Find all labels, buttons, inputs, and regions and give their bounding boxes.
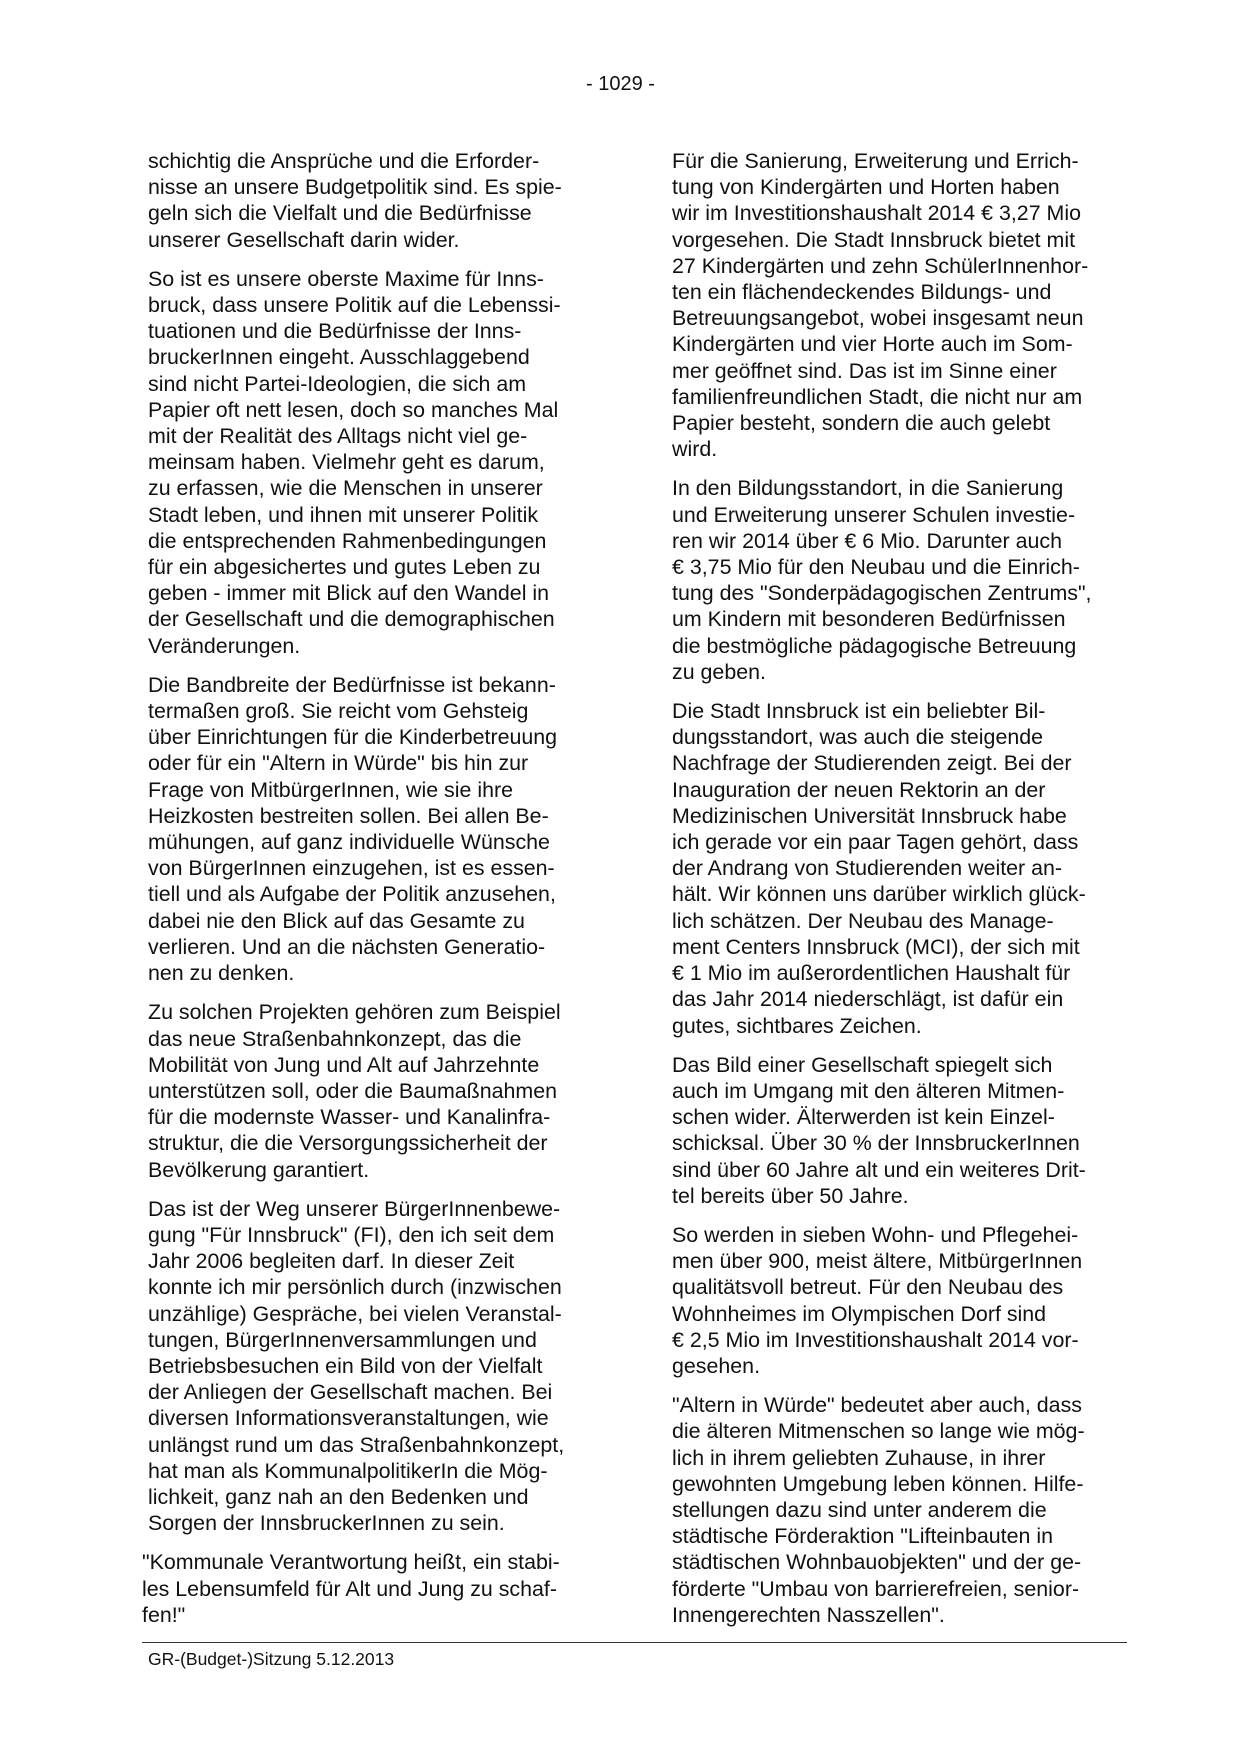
text-line: € 1 Mio im außerordentlichen Haushalt für — [672, 961, 1071, 986]
footer-session-label: GR-(Budget-)Sitzung 5.12.2013 — [148, 1649, 395, 1669]
text-line: sind über 60 Jahre alt und ein weiteres Drit- — [672, 1157, 1086, 1182]
text-line: Heizkosten bestreiten sollen. Bei allen Be- — [148, 803, 549, 828]
text-line: förderte "Umbau von barrierefreien, senior- — [672, 1576, 1080, 1601]
text-line: stellungen dazu sind unter anderem die — [672, 1497, 1047, 1522]
text-line: familienfreundlichen Stadt, die nicht nur am — [672, 384, 1083, 409]
text-line: für ein abgesichertes und gutes Leben zu — [148, 555, 541, 580]
text-line: das Jahr 2014 niederschlägt, ist dafür ein — [672, 987, 1064, 1012]
text-line: dungsstandort, was auch die steigende — [672, 725, 1044, 750]
text-line: struktur, die die Versorgungssicherheit der — [148, 1131, 548, 1156]
text-line: gewohnten Umgebung leben können. Hilfe- — [672, 1471, 1084, 1496]
text-line: schen wider. Älterwerden ist kein Einzel- — [672, 1105, 1055, 1130]
text-line: unserer Gesellschaft darin wider. — [148, 227, 460, 252]
paragraph — [148, 672, 603, 986]
text-line: tung des "Sonderpädagogischen Zentrums", — [672, 581, 1092, 606]
text-line: konnte ich mir persönlich durch (inzwischen — [148, 1275, 562, 1300]
paragraph — [148, 148, 603, 253]
text-line: Jahr 2006 begleiten darf. In dieser Zeit — [148, 1249, 515, 1274]
right-column — [672, 148, 1127, 1641]
paragraph — [672, 1052, 1127, 1209]
text-line: meinsam haben. Vielmehr geht es darum, — [148, 450, 545, 475]
paragraph — [672, 1392, 1127, 1628]
paragraph — [148, 266, 603, 659]
text-line: In den Bildungsstandort, in die Sanierung — [672, 476, 1064, 501]
text-line: unterstützen soll, oder die Baumaßnahmen — [148, 1078, 558, 1103]
text-line: über Einrichtungen für die Kinderbetreuung — [148, 725, 558, 750]
text-line: Für die Sanierung, Erweiterung und Errich- — [672, 149, 1079, 173]
text-line: Zu solchen Projekten gehören zum Beispiel — [148, 1000, 561, 1025]
text-line: der Andrang von Studierenden weiter an- — [672, 856, 1063, 881]
quote-paragraph — [142, 1549, 603, 1628]
text-line: um Kindern mit besonderen Bedürfnissen — [672, 607, 1066, 632]
text-line: zu geben. — [672, 659, 766, 684]
text-line: tiell und als Aufgabe der Politik anzusehen, — [148, 882, 556, 907]
text-line: Bevölkerung garantiert. — [148, 1157, 370, 1182]
text-line: ich gerade vor ein paar Tagen gehört, dass — [672, 830, 1079, 855]
text-line: das neue Straßenbahnkonzept, das die — [148, 1026, 522, 1051]
text-line: der Gesellschaft und die demographischen — [148, 607, 555, 632]
text-line: gung "Für Innsbruck" (FI), den ich seit dem — [148, 1222, 555, 1247]
text-line: Kindergärten und vier Horte auch im Som- — [672, 332, 1073, 357]
text-line: Das Bild einer Gesellschaft spiegelt sich — [672, 1052, 1053, 1077]
text-line: lich schätzen. Der Neubau des Manage- — [672, 908, 1054, 933]
text-line: Inauguration der neuen Rektorin an der — [672, 777, 1046, 802]
text-line: tuationen und die Bedürfnisse der Inns- — [148, 319, 522, 344]
text-line: So werden in sieben Wohn- und Pflegehei- — [672, 1222, 1079, 1247]
text-line: € 2,5 Mio im Investitionshaushalt 2014 vor- — [672, 1327, 1079, 1352]
text-line: nisse an unsere Budgetpolitik sind. Es spie- — [148, 175, 562, 200]
text-line: Stadt leben, und ihnen mit unserer Politik — [148, 502, 539, 527]
text-line: tungen, BürgerInnenversammlungen und — [148, 1327, 537, 1352]
footer-divider — [142, 1642, 1127, 1643]
text-line: So ist es unsere oberste Maxime für Inns- — [148, 266, 544, 291]
text-line: Medizinischen Universität Innsbruck habe — [672, 803, 1067, 828]
text-line: städtischen Wohnbauobjekten" und der ge- — [672, 1550, 1082, 1575]
text-line: Papier besteht, sondern die auch gelebt — [672, 411, 1051, 436]
text-line: Betriebsbesuchen ein Bild von der Vielfalt — [148, 1353, 543, 1378]
text-line: und Erweiterung unserer Schulen investie- — [672, 502, 1076, 527]
text-line: fen!" — [142, 1602, 186, 1627]
page-number: - 1029 - — [586, 73, 655, 95]
text-line: auch im Umgang mit den älteren Mitmen- — [672, 1078, 1065, 1103]
text-line: schicksal. Über 30 % der InnsbruckerInnen — [672, 1131, 1080, 1156]
text-line: gesehen. — [672, 1353, 761, 1378]
text-line: für die modernste Wasser- und Kanalinfra- — [148, 1105, 551, 1130]
paragraph — [672, 1222, 1127, 1379]
text-line: "Altern in Würde" bedeutet aber auch, dass — [672, 1393, 1082, 1418]
text-line: vorgesehen. Die Stadt Innsbruck bietet mit — [672, 227, 1076, 252]
text-line: ren wir 2014 über € 6 Mio. Darunter auch — [672, 528, 1062, 553]
text-line: Die Bandbreite der Bedürfnisse ist bekann- — [148, 672, 556, 697]
paragraph — [148, 999, 603, 1182]
text-line: mit der Realität des Alltags nicht viel ge- — [148, 424, 528, 449]
paragraph — [672, 698, 1127, 1039]
text-line: oder für ein "Altern in Würde" bis hin zur — [148, 751, 529, 776]
text-line: € 3,75 Mio für den Neubau und die Einrich- — [672, 555, 1080, 580]
text-line: die entsprechenden Rahmenbedingungen — [148, 528, 547, 553]
text-line: städtische Förderaktion "Lifteinbauten in — [672, 1524, 1053, 1549]
text-line: hält. Wir können uns darüber wirklich glück- — [672, 882, 1086, 907]
text-line: Frage von MitbürgerInnen, wie sie ihre — [148, 777, 514, 802]
text-line: Nachfrage der Studierenden zeigt. Bei der — [672, 751, 1072, 776]
text-line: Sorgen der InnsbruckerInnen zu sein. — [148, 1511, 505, 1536]
text-line: hat man als KommunalpolitikerIn die Mög- — [148, 1458, 548, 1483]
text-line: gutes, sichtbares Zeichen. — [672, 1013, 922, 1038]
paragraph — [148, 1196, 603, 1537]
text-line: lichkeit, ganz nah an den Bedenken und — [148, 1484, 529, 1509]
text-line: schichtig die Ansprüche und die Erforder- — [148, 149, 540, 173]
text-line: bruck, dass unsere Politik auf die Lebenssi- — [148, 293, 561, 318]
text-line: nen zu denken. — [148, 961, 295, 986]
text-line: mühungen, auf ganz individuelle Wünsche — [148, 830, 550, 855]
text-line: Die Stadt Innsbruck ist ein beliebter Bil- — [672, 699, 1046, 724]
text-line: die bestmögliche pädagogische Betreuung — [672, 633, 1077, 658]
text-line: ment Centers Innsbruck (MCI), der sich mit — [672, 934, 1080, 959]
text-line: unzählige) Gespräche, bei vielen Veranstal- — [148, 1301, 562, 1326]
text-line: der Anliegen der Gesellschaft machen. Bei — [148, 1380, 553, 1405]
text-line: Mobilität von Jung und Alt auf Jahrzehnte — [148, 1052, 540, 1077]
text-line: diversen Informationsveranstaltungen, wie — [148, 1406, 549, 1431]
text-line: Papier oft nett lesen, doch so manches Mal — [148, 397, 559, 422]
text-line: verlieren. Und an die nächsten Generatio- — [148, 934, 546, 959]
text-line: bruckerInnen eingeht. Ausschlaggebend — [148, 345, 530, 370]
text-line: wird. — [672, 437, 718, 462]
text-line: Innengerechten Nasszellen". — [672, 1602, 945, 1627]
text-line: Wohnheimes im Olympischen Dorf sind — [672, 1301, 1047, 1326]
text-line: dabei nie den Blick auf das Gesamte zu — [148, 908, 525, 933]
text-line: wir im Investitionshaushalt 2014 € 3,27 Mio — [672, 201, 1082, 226]
text-line: lich in ihrem geliebten Zuhause, in ihrer — [672, 1445, 1046, 1470]
text-line: men über 900, meist ältere, MitbürgerInnen — [672, 1249, 1083, 1274]
text-line: zu erfassen, wie die Menschen in unserer — [148, 476, 543, 501]
text-line: die älteren Mitmenschen so lange wie mög- — [672, 1419, 1085, 1444]
text-line: "Kommunale Verantwortung heißt, ein stabi- — [142, 1550, 560, 1575]
text-line: 27 Kindergärten und zehn SchülerInnenhor- — [672, 253, 1089, 278]
text-line: von BürgerInnen einzugehen, ist es essen- — [148, 856, 555, 881]
text-line: termaßen groß. Sie reicht vom Gehsteig — [148, 699, 529, 724]
text-line: les Lebensumfeld für Alt und Jung zu schaf- — [142, 1576, 557, 1601]
text-line: unlängst rund um das Straßenbahnkonzept, — [148, 1432, 565, 1457]
text-line: sind nicht Partei-Ideologien, die sich am — [148, 371, 527, 396]
text-line: geben - immer mit Blick auf den Wandel in — [148, 581, 550, 606]
left-column — [142, 148, 603, 1641]
text-line: tung von Kindergärten und Horten haben — [672, 175, 1060, 200]
text-line: Veränderungen. — [148, 633, 301, 658]
text-line: mer geöffnet sind. Das ist im Sinne einer — [672, 358, 1057, 383]
paragraph — [672, 148, 1127, 462]
paragraph — [672, 475, 1127, 685]
text-line: Das ist der Weg unserer BürgerInnenbewe- — [148, 1196, 561, 1221]
text-line: geln sich die Vielfalt und die Bedürfnisse — [148, 201, 532, 226]
text-line: tel bereits über 50 Jahre. — [672, 1183, 909, 1208]
text-line: qualitätsvoll betreut. Für den Neubau des — [672, 1275, 1064, 1300]
text-line: ten ein flächendeckendes Bildungs- und — [672, 280, 1052, 305]
text-line: Betreuungsangebot, wobei insgesamt neun — [672, 306, 1084, 331]
